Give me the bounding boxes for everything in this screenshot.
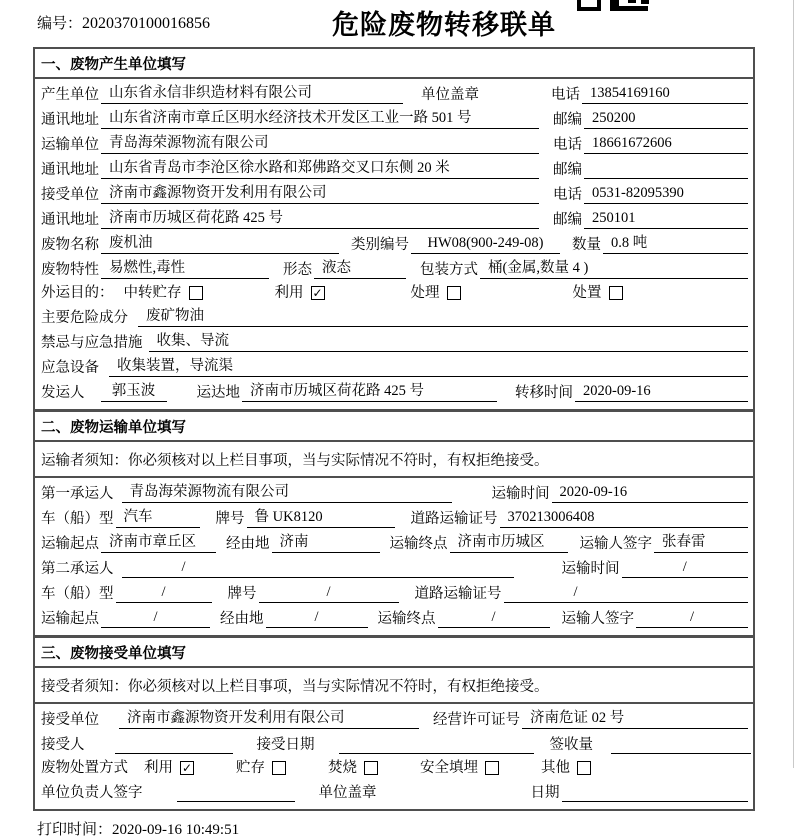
emergency-equipment-label: 应急设备 [41, 360, 99, 376]
serial-value: 2020370100016856 [82, 15, 211, 32]
category-value: HW08(900-249-08) [411, 234, 560, 254]
date-value [562, 782, 749, 802]
road-permit1-value: 370213006408 [500, 508, 749, 528]
zip1-value: 250200 [584, 109, 748, 129]
responsible-signature-value [177, 782, 295, 802]
via1-label: 经由地 [226, 536, 270, 552]
via2-value: / [266, 608, 368, 628]
main-hazard-label: 主要危险成分 [41, 310, 128, 326]
receive-person-label: 接受人 [41, 737, 85, 753]
section-receiver [33, 636, 755, 811]
purpose-label: 外运目的： [41, 285, 114, 301]
quantity-label: 数量 [572, 237, 601, 253]
seal-note: 单位盖章 [421, 87, 479, 103]
row-emergency-equipment [39, 357, 748, 377]
origin2-label: 运输起点 [41, 611, 99, 627]
characteristic-label: 废物特性 [41, 262, 99, 278]
main-hazard-value: 废矿物油 [138, 307, 748, 327]
packaging-label: 包装方式 [420, 262, 478, 278]
phone2-value: 18661672606 [584, 134, 748, 154]
waste-name-label: 废物名称 [41, 237, 99, 253]
road-permit2-value: / [504, 583, 749, 603]
checkbox-unchecked [485, 761, 499, 775]
transport-notice: 运输者须知：你必须核对以上栏目事项，当与实际情况不符时，有权拒绝接受。 [35, 442, 753, 478]
vehicle-type2-label: 车（船）型 [41, 586, 114, 602]
checkbox-label: 安全填埋 [420, 760, 478, 776]
vehicle-type2-value: / [116, 583, 212, 603]
row-carrier1 [39, 483, 748, 503]
form-value: 液态 [314, 259, 406, 279]
section-receiver-body [35, 709, 753, 809]
row-vehicle1 [39, 508, 748, 528]
zip2-value [584, 159, 748, 179]
address3-value: 济南市历城区荷花路 425 号 [101, 209, 539, 229]
qr-block [628, 0, 636, 3]
license-label: 经营许可证号 [433, 712, 520, 728]
receive-unit-label: 接受单位 [41, 712, 99, 728]
transport-date1-label: 运输时间 [491, 486, 550, 502]
section-receiver-header: 三、废物接受单位填写 [35, 638, 753, 668]
section-producer-body [35, 84, 753, 409]
terminus1-label: 运输终点 [389, 536, 448, 552]
receiver-notice: 接受者须知：你必须核对以上栏目事项，当与实际情况不符时，有权拒绝接受。 [35, 668, 753, 704]
consignor-value: 郭玉波 [101, 382, 167, 402]
origin1-label: 运输起点 [41, 536, 99, 552]
purpose-option-transfer-storage [124, 284, 203, 302]
qr-code-fragment [577, 0, 657, 11]
checkbox-checked: ✓ [312, 286, 323, 300]
checkbox-label: 处理 [410, 285, 440, 301]
row-purpose [39, 284, 748, 302]
via1-value: 济南 [272, 533, 380, 553]
form-label: 形态 [283, 262, 312, 278]
transport-date2-label: 运输时间 [561, 561, 620, 577]
quantity-value: 0.8 吨 [603, 234, 748, 254]
qr-block [610, 6, 648, 11]
address2-label: 通讯地址 [41, 162, 99, 178]
terminus2-label: 运输终点 [377, 611, 436, 627]
checkbox-label: 利用 [144, 760, 173, 776]
waste-name-value: 废机油 [101, 234, 339, 254]
signature1-value: 张春雷 [654, 533, 748, 553]
destination-value: 济南市历城区荷花路 425 号 [242, 382, 497, 402]
document-header [0, 0, 796, 47]
carrier2-value: / [122, 558, 514, 578]
qr-block [577, 0, 601, 11]
carrier1-label: 第一承运人 [41, 486, 114, 502]
disposal-option-incinerate [328, 759, 378, 777]
page-title: 危险废物转移联单 [332, 10, 556, 40]
plate2-value: / [259, 583, 399, 603]
transfer-date-value: 2020-09-16 [575, 382, 748, 402]
phone1-value: 13854169160 [582, 84, 748, 104]
receiver-seal-note: 单位盖章 [318, 785, 377, 801]
section-transport [33, 410, 755, 637]
producer-label: 产生单位 [41, 87, 99, 103]
row-consignor [39, 382, 748, 402]
checkbox-checked: ✓ [181, 761, 193, 775]
carrier1-value: 青岛海荣源物流有限公司 [122, 483, 452, 503]
row-transporter [39, 134, 748, 154]
row-route1 [39, 533, 748, 553]
checkbox-unchecked [447, 286, 461, 300]
row-transporter-address [39, 159, 748, 179]
license-value: 济南危证 02 号 [522, 709, 748, 729]
section-producer [33, 47, 755, 411]
row-producer-address [39, 109, 748, 129]
precautions-value: 收集、导流 [149, 332, 749, 352]
zip3-label: 邮编 [553, 212, 582, 228]
plate1-label: 牌号 [215, 511, 245, 527]
receive-date-value [339, 734, 534, 754]
characteristic-value: 易燃性,毒性 [101, 259, 269, 279]
plate1-value: 鲁 UK8120 [247, 508, 395, 528]
section-transport-body [35, 483, 753, 635]
print-time-value: 2020-09-16 10:49:51 [112, 822, 240, 838]
purpose-option-utilize [275, 284, 325, 302]
phone3-value: 0531-82095390 [584, 184, 748, 204]
producer-value: 山东省永信非织造材料有限公司 [101, 84, 403, 104]
row-precautions [39, 332, 748, 352]
signature1-label: 运输人签字 [579, 536, 652, 552]
zip1-label: 邮编 [553, 112, 582, 128]
row-receiver [39, 184, 748, 204]
address2-value: 山东省青岛市李沧区徐水路和郑佛路交叉口东侧 20 米 [101, 159, 539, 179]
terminus1-value: 济南市历城区 [450, 533, 568, 553]
section-producer-header: 一、废物产生单位填写 [35, 49, 753, 79]
checkbox-unchecked [272, 761, 286, 775]
road-permit2-label: 道路运输证号 [414, 586, 502, 602]
disposal-option-landfill [420, 759, 499, 777]
date-label: 日期 [530, 785, 560, 801]
origin1-value: 济南市章丘区 [101, 533, 216, 553]
checkbox-unchecked [364, 761, 378, 775]
carrier2-label: 第二承运人 [41, 561, 114, 577]
vehicle-type1-value: 汽车 [116, 508, 200, 528]
row-waste-characteristic [39, 259, 748, 279]
receive-date-label: 接受日期 [256, 737, 315, 753]
row-waste-name [39, 234, 748, 254]
plate2-label: 牌号 [227, 586, 257, 602]
phone1-label: 电话 [551, 87, 580, 103]
row-route2 [39, 608, 748, 628]
transporter-label: 运输单位 [41, 137, 99, 153]
terminus2-value: / [438, 608, 550, 628]
section-transport-header: 二、废物运输单位填写 [35, 412, 753, 442]
purpose-option-dispose [573, 284, 623, 302]
row-responsible-signature [39, 782, 748, 802]
phone2-label: 电话 [553, 137, 582, 153]
transporter-value: 青岛海荣源物流有限公司 [101, 134, 539, 154]
category-label: 类别编号 [351, 237, 409, 253]
transfer-form [33, 47, 755, 811]
signature2-value: / [636, 608, 748, 628]
disposal-option-storage [236, 759, 286, 777]
phone3-label: 电话 [553, 187, 582, 203]
destination-label: 运达地 [196, 385, 240, 401]
origin2-value: / [101, 608, 210, 628]
consignor-label: 发运人 [41, 385, 85, 401]
emergency-equipment-value: 收集装置，导流渠 [109, 357, 748, 377]
checkbox-label: 利用 [274, 285, 304, 301]
checkbox-unchecked [609, 286, 623, 300]
received-amount-label: 签收量 [549, 737, 593, 753]
receiver-value: 济南市鑫源物资开发利用有限公司 [101, 184, 539, 204]
row-receive-person [39, 734, 748, 754]
row-producer [39, 84, 748, 104]
transport-date2-value: / [622, 558, 749, 578]
transfer-date-label: 转移时间 [515, 385, 573, 401]
received-amount-value [611, 734, 751, 754]
receive-person-value [115, 734, 233, 754]
row-receive-unit [39, 709, 748, 729]
qr-block [641, 0, 649, 4]
disposal-option-utilize [144, 759, 194, 777]
address3-label: 通讯地址 [41, 212, 99, 228]
row-disposal [39, 759, 748, 777]
road-permit1-label: 道路运输证号 [410, 511, 498, 527]
serial-label: 编号： [37, 16, 83, 32]
row-carrier2 [39, 558, 748, 578]
row-main-hazard [39, 307, 748, 327]
zip3-value: 250101 [584, 209, 748, 229]
precautions-label: 禁忌与应急措施 [41, 335, 143, 351]
vehicle-type1-label: 车（船）型 [41, 511, 114, 527]
zip2-label: 邮编 [553, 162, 582, 178]
address1-value: 山东省济南市章丘区明水经济技术开发区工业一路 501 号 [101, 109, 539, 129]
checkbox-label: 其他 [541, 760, 570, 776]
packaging-value: 桶(金属,数量 4 ) [480, 259, 748, 279]
page-edge-line [793, 0, 794, 768]
receive-unit-value: 济南市鑫源物资开发利用有限公司 [119, 709, 419, 729]
checkbox-label: 焚烧 [328, 760, 357, 776]
row-vehicle2 [39, 583, 748, 603]
checkbox-label: 中转贮存 [123, 285, 182, 301]
responsible-signature-label: 单位负责人签字 [41, 785, 143, 801]
disposal-option-other [541, 759, 591, 777]
via2-label: 经由地 [220, 611, 264, 627]
purpose-option-treat [411, 284, 461, 302]
row-receiver-address [39, 209, 748, 229]
address1-label: 通讯地址 [41, 112, 99, 128]
disposal-label: 废物处置方式 [41, 760, 128, 776]
serial-number [37, 12, 210, 33]
checkbox-label: 贮存 [236, 760, 265, 776]
print-time [37, 818, 796, 839]
checkbox-unchecked [577, 761, 591, 775]
signature2-label: 运输人签字 [561, 611, 634, 627]
checkbox-unchecked [189, 286, 203, 300]
print-time-label: 打印时间： [37, 822, 113, 838]
receiver-label: 接受单位 [41, 187, 99, 203]
checkbox-label: 处置 [572, 285, 602, 301]
transport-date1-value: 2020-09-16 [552, 483, 749, 503]
